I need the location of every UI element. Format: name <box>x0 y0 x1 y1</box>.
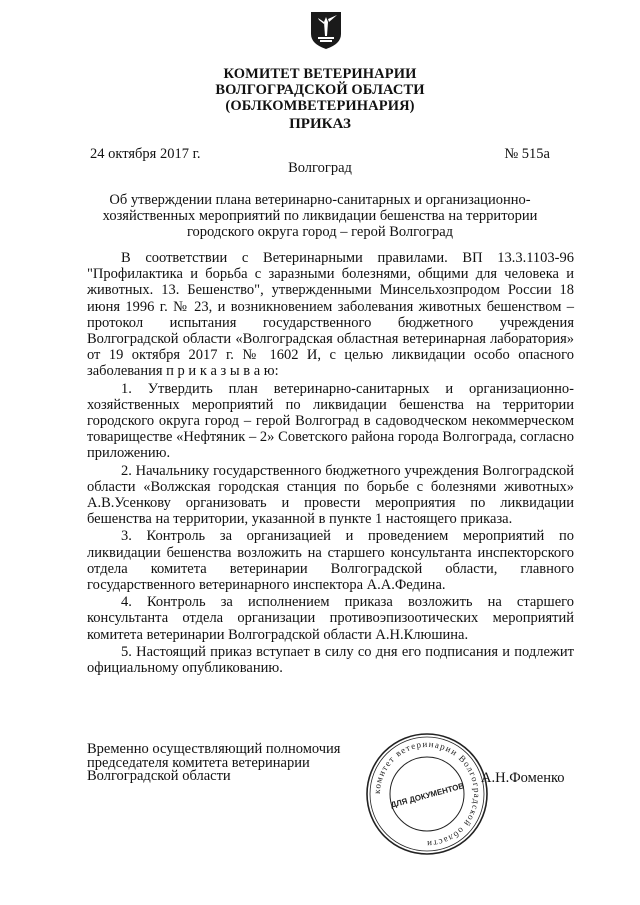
organization-name <box>0 66 640 114</box>
signatory-position <box>87 743 340 784</box>
preamble-paragraph: В соответствии с Ветеринарными правилами. ВП 13.3.1103-96 "Профилактика и борьба с заразными болезнями, общими для человека и животных. 13. Бешенство", утвержденными Минсельхозпродом России 18 июня 1996 г. № 23, и возникновением заболевания животных бешенством – протокол испытания государственного бюджетного учреждения Волгоградской области «Волгоградская областная ветеринарная лаборатория» от 19 октября 2017 г. № 1602 И, с целью ликвидации особо опасного заболевания п р и к а з ы в а ю: <box>87 250 574 380</box>
seal-ring-text: комитет ветеринарии Волгоградской области <box>371 738 483 850</box>
subject-line: хозяйственных мероприятий по ликвидации бешенства на территории <box>102 208 538 224</box>
document-number: № 515а <box>504 146 550 162</box>
document-body <box>87 250 574 677</box>
order-item-5: 5. Настоящий приказ вступает в силу со дня его подписания и подлежит официальному опубликованию. <box>87 643 574 677</box>
org-line: КОМИТЕТ ВЕТЕРИНАРИИ <box>223 66 417 82</box>
round-seal-icon <box>364 731 490 857</box>
signatory-line: Волгоградской области <box>87 768 231 784</box>
seal-center-text: ДЛЯ ДОКУМЕНТОВ <box>389 781 466 810</box>
subject-line: городского округа город – герой Волгоград <box>186 224 454 240</box>
order-item-1: 1. Утвердить план ветеринарно-санитарных и организационно-хозяйственных мероприятий по ликвидации бешенства на территории городского округа город – герой Волгоград в садоводческом некоммерческом товариществе «Нефтяник – 2» Советского района города Волгограда, согласно приложению. <box>87 380 574 462</box>
document-subject <box>0 192 640 240</box>
document-city: Волгоград <box>288 160 352 176</box>
signatory-name: А.Н.Фоменко <box>481 770 565 786</box>
order-item-3: 3. Контроль за организацией и проведением мероприятий по ликвидации бешенства возложить на старшего консультанта инспекторского отдела комитета ветеринарии Волгоградской области, главного государственного ветеринарного инспектора А.А.Федина. <box>87 528 574 594</box>
org-line: (ОБЛКОМВЕТЕРИНАРИЯ) <box>225 98 415 114</box>
signatory-line: Временно осуществляющий полномочия <box>87 741 341 757</box>
org-line: ВОЛГОГРАДСКОЙ ОБЛАСТИ <box>215 82 425 98</box>
order-item-2: 2. Начальнику государственного бюджетного учреждения Волгоградской области «Волжская городская станция по борьбе с болезнями животных» А.В.Усенкову организовать и провести мероприятия по ликвидации бешенства на территории, указанной в пункте 1 настоящего приказа. <box>87 462 574 528</box>
document-type: ПРИКАЗ <box>289 116 351 132</box>
order-item-4: 4. Контроль за исполнением приказа возложить на старшего консультанта отдела организации противоэпизоотических мероприятий комитета ветеринарии Волгоградской области А.Н.Клюшина. <box>87 594 574 643</box>
document-date: 24 октября 2017 г. <box>90 146 201 162</box>
signatory-line: председателя комитета ветеринарии <box>87 754 310 771</box>
subject-line: Об утверждении плана ветеринарно-санитарных и организационно- <box>109 192 531 208</box>
volgograd-emblem-icon <box>309 10 343 50</box>
